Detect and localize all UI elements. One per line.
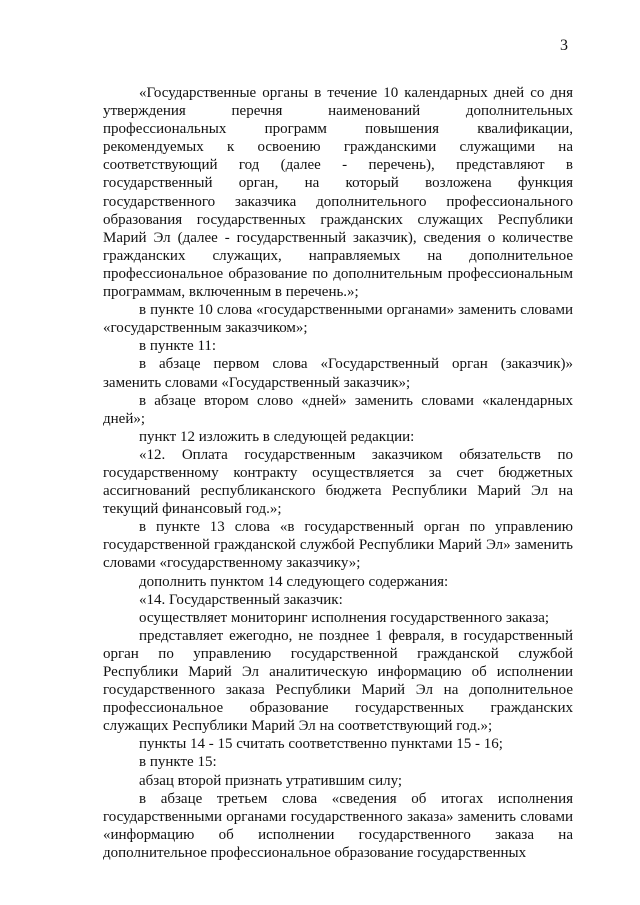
paragraph: дополнить пунктом 14 следующего содержания: — [139, 573, 449, 590]
paragraph: в пункте 15: — [139, 754, 217, 771]
paragraph: «12. Оплата государственным заказчиком обязательств по государственному контракту осуществляется за счет бюджетных ассигнований республиканского бюджета Республики Марий Эл на текущий финансовый год.»; — [103, 446, 573, 518]
paragraph: представляет ежегодно, не позднее 1 февраля, в государственный орган по управлению государственной гражданской службой Республики Марий Эл аналитическую информацию об исполнении государственного заказа Республики Марий Эл на дополнительное профессиональное образование государственных гражданских служащих Республики Марий Эл на соответствующий год.»; — [103, 627, 573, 735]
paragraph: в пункте 10 слова «государственными органами» заменить словами «государственным заказчиком»; — [103, 302, 573, 337]
paragraph: в абзаце первом слова «Государственный орган (заказчик)» заменить словами «Государственный заказчик»; — [103, 356, 573, 391]
paragraph: в пункте 11: — [139, 338, 217, 355]
page-number: 3 — [560, 37, 568, 54]
paragraph: абзац второй признать утратившим силу; — [139, 772, 403, 789]
paragraph: пункты 14 - 15 считать соответственно пунктами 15 - 16; — [139, 736, 503, 753]
paragraph: «14. Государственный заказчик: — [139, 591, 343, 608]
paragraph: осуществляет мониторинг исполнения государственного заказа; — [139, 609, 550, 626]
paragraph: в абзаце третьем слова «сведения об итогах исполнения государственными органами государственного заказа» заменить словами «информацию об исполнении государственного заказа на дополнительное профессиональное образование государственных — [103, 790, 573, 861]
document-body — [103, 84, 573, 862]
paragraph: «Государственные органы в течение 10 календарных дней со дня утверждения перечня наименований дополнительных профессиональных программ повышения квалификации, рекомендуемых к освоению гражданскими служащими на соответствующий год (далее - перечень), представляют в государственный орган, на который возложена функция государственного заказчика дополнительного профессионального образования государственных гражданских служащих Республики Марий Эл (далее - государственный заказчик), сведения о количестве гражданских служащих, направляемых на дополнительное профессиональное образование по дополнительным профессиональным программам, включенным в перечень.»; — [103, 85, 573, 301]
paragraph: пункт 12 изложить в следующей редакции: — [139, 428, 415, 445]
paragraph: в абзаце втором слово «дней» заменить словами «календарных дней»; — [103, 392, 573, 427]
paragraph: в пункте 13 слова «в государственный орган по управлению государственной гражданской службой Республики Марий Эл» заменить словами «государственному заказчику»; — [103, 519, 573, 572]
